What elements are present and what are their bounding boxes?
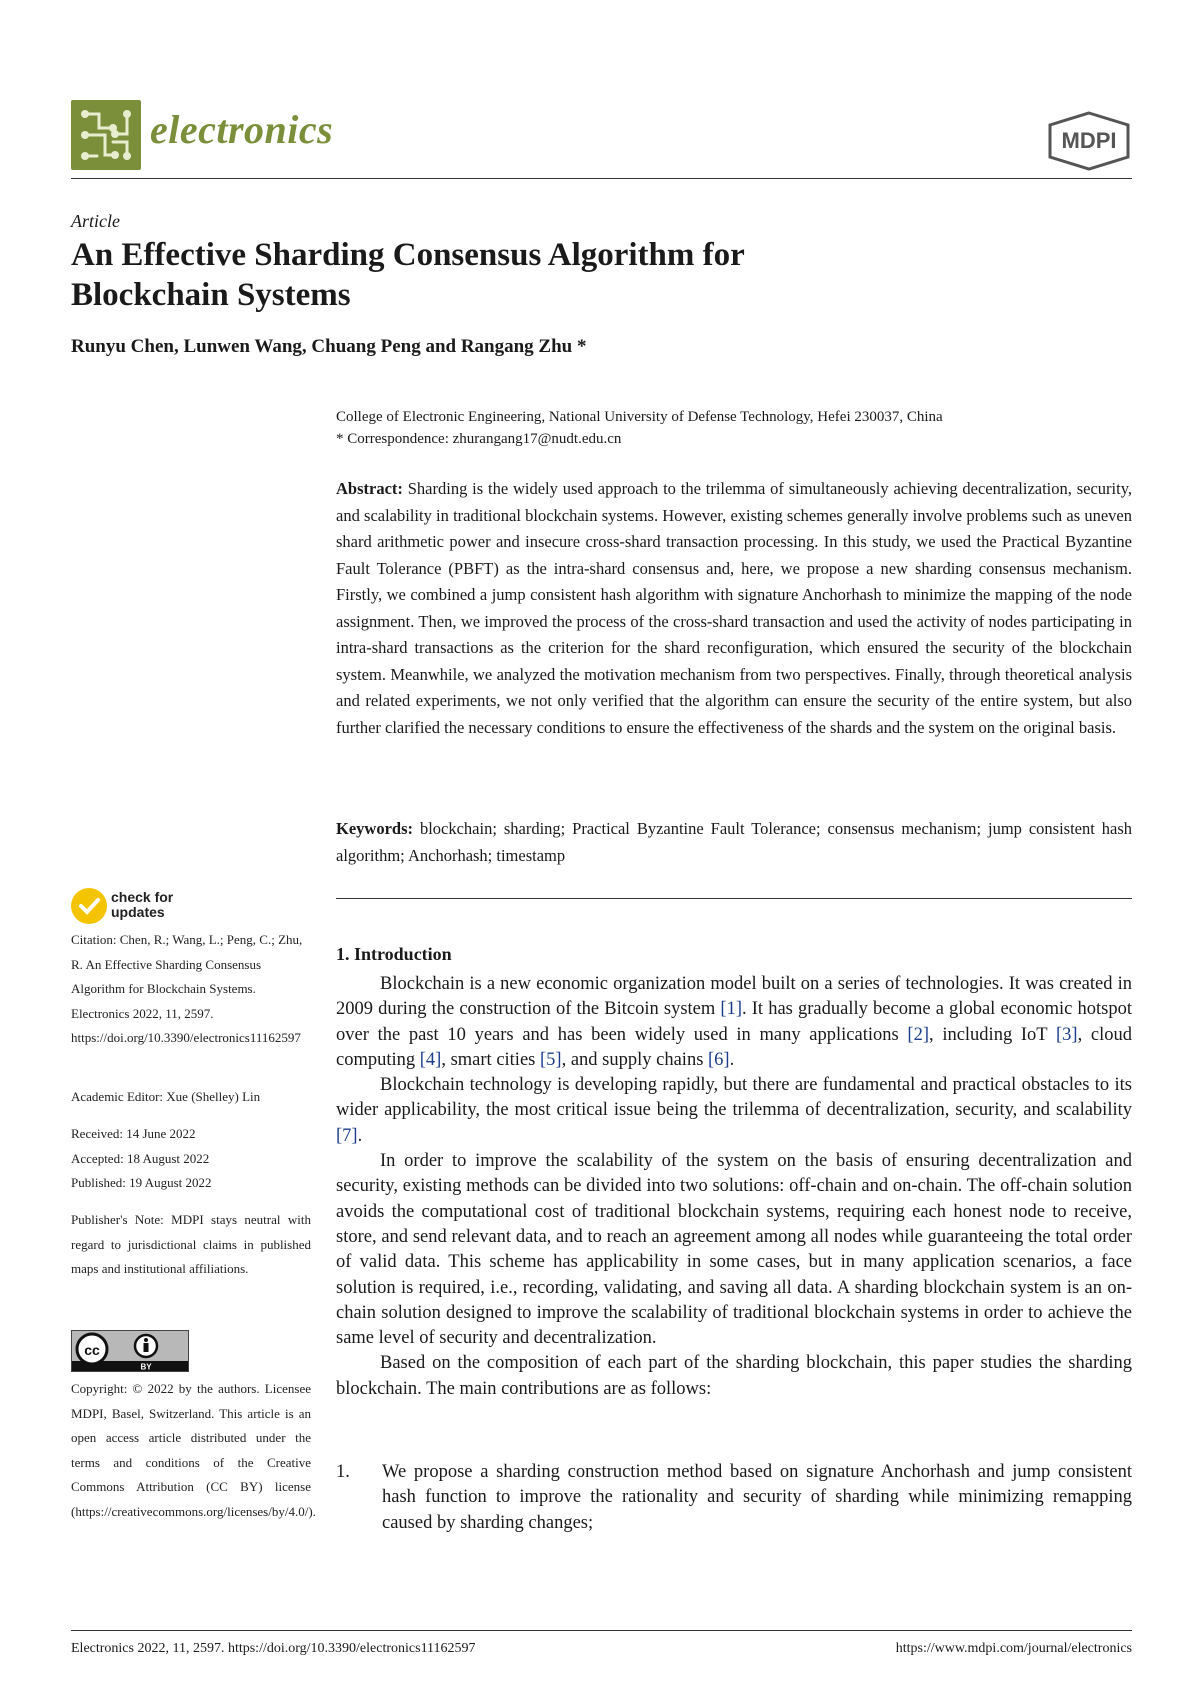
- accepted-date: Accepted: 18 August 2022: [71, 1150, 210, 1166]
- mdpi-logo: [1046, 111, 1132, 171]
- introduction-body: [336, 972, 1132, 1402]
- list-item-text: We propose a sharding construction method based on signature Anchorhash and jump consistent hash function to improve the rationality and security of sharding while minimizing remapping caused by sharding changes;: [382, 1462, 1132, 1533]
- title-line-2: Blockchain Systems: [71, 277, 351, 313]
- citation: Citation: Chen, R.; Wang, L.; Peng, C.; Zhu, R. An Effective Sharding Consensus Algorithm for Blockchain Systems. Electronics 2022, 11, 2597. https://doi.org/10.3390/electronics11162597: [71, 932, 303, 1045]
- keywords-text: blockchain; sharding; Practical Byzantine Fault Tolerance; consensus mechanism; jump consistent hash algorithm; Anchorhash; timestamp: [336, 819, 1133, 865]
- affiliation: College of Electronic Engineering, National University of Defense Technology, Hefei 230037, China: [336, 409, 943, 425]
- abstract-text: Sharding is the widely used approach to the trilemma of simultaneously achieving decentralization, security, and scalability in traditional blockchain systems. However, existing schemes generally involve problems such as uneven shard arithmetic power and insecure cross-shard transaction processing. In this study, we used the Practical Byzantine Fault Tolerance (PBFT) as the intra-shard consensus and, here, we propose a new sharding consensus mechanism. Firstly, we combined a jump consistent hash algorithm with signature Anchorhash to minimize the mapping of the node assignment. Then, we improved the process of the cross-shard transaction and used the activity of nodes participating in intra-shard transactions as the criterion for the shard reconfiguration, which ensured the security of the blockchain system. Meanwhile, we analyzed the motivation mechanism from two perspectives. Finally, through theoretical analysis and related experiments, we not only verified that the algorithm can ensure the security of the entire system, but also further clarified the necessary conditions to ensure the effectiveness of the shards and the system on the original basis.: [336, 479, 1133, 737]
- title-line-1: An Effective Sharding Consensus Algorithm for: [71, 237, 745, 273]
- citation-link[interactable]: [7]: [336, 1125, 358, 1146]
- citation-link[interactable]: [2]: [907, 1024, 929, 1045]
- published-date: Published: 19 August 2022: [71, 1175, 212, 1190]
- check-for-updates-icon[interactable]: [71, 888, 107, 924]
- footer-rule: [71, 1630, 1132, 1631]
- publisher-note: Publisher's Note: MDPI stays neutral with regard to jurisdictional claims in published maps and institutional affiliations.: [71, 1212, 311, 1276]
- footer-journal-url[interactable]: https://www.mdpi.com/journal/electronics: [895, 1641, 1132, 1656]
- keywords: [336, 816, 1132, 869]
- copyright: Copyright: © 2022 by the authors. Licensee MDPI, Basel, Switzerland. This article is an open access article distributed under the terms and conditions of the Creative Commons Attribution (CC BY) license (https://creativecommons.org/licenses/by/4.0/).: [71, 1381, 316, 1519]
- paragraph: In order to improve the scalability of the system on the basis of ensuring decentralization and security, existing methods can be divided into two solutions: off-chain and on-chain. The off-chain solution avoids the computational cost of traditional blockchain systems, requiring each honest node to receive, store, and send relevant data, and to reach an agreement among all nodes while guaranteeing the total order of valid data. This scheme has applicability in some cases, but in many application scenarios, a face solution is required, i.e., recording, validating, and saving all data. A sharding blockchain system is an on-chain solution designed to improve the scalability of traditional blockchain systems in order to achieve the same level of security and decentralization.: [336, 1151, 1132, 1349]
- paper-title: [71, 235, 971, 315]
- citation-link[interactable]: [5]: [540, 1049, 562, 1070]
- section-heading: 1. Introduction: [336, 944, 452, 964]
- contribution-list-item: [336, 1460, 1132, 1536]
- authors: Runyu Chen, Lunwen Wang, Chuang Peng and Rangang Zhu *: [71, 336, 587, 357]
- academic-editor: Academic Editor: Xue (Shelley) Lin: [71, 1089, 261, 1104]
- abstract: [336, 476, 1132, 741]
- check-for-updates-button[interactable]: check for updates: [111, 889, 174, 920]
- keywords-label: Keywords:: [336, 819, 413, 838]
- list-number: 1.: [336, 1462, 350, 1482]
- cc-by-license-icon[interactable]: [71, 1330, 189, 1372]
- received-date: Received: 14 June 2022: [71, 1126, 196, 1141]
- correspondence: * Correspondence: zhurangang17@nudt.edu.cn: [336, 431, 622, 447]
- affiliation-block: [336, 406, 1136, 450]
- cc-label: cc: [84, 1342, 100, 1358]
- citation-link[interactable]: [3]: [1055, 1024, 1078, 1045]
- citation-link[interactable]: [4]: [419, 1049, 442, 1070]
- abstract-label: Abstract:: [336, 479, 403, 498]
- citation-link[interactable]: [1]: [720, 999, 742, 1020]
- article-type: Article: [71, 211, 120, 231]
- journal-name: electronics: [150, 107, 334, 152]
- publication-dates: [71, 1122, 311, 1196]
- paragraph: Blockchain is a new economic organization model built on a series of technologies. It was created in 2009 during the construction of the Bitcoin system [1]. It has gradually become a global economic hotspot over the past 10 years and has been widely used in many applications [2], including IoT [3], cloud computing [4], smart cities [5], and supply chains [6].: [336, 974, 1132, 1070]
- by-label: BY: [140, 1362, 152, 1371]
- header-rule: [71, 178, 1132, 179]
- paragraph: Blockchain technology is developing rapidly, but there are fundamental and practical obstacles to its wider applicability, the most critical issue being the trilemma of decentralization, security, and scalability [7].: [336, 1075, 1132, 1146]
- citation-link[interactable]: [6]: [708, 1049, 730, 1070]
- journal-logo: [71, 100, 141, 170]
- paragraph: Based on the composition of each part of the sharding blockchain, this paper studies the sharding blockchain. The main contributions are as follows:: [336, 1353, 1132, 1399]
- mdpi-logo-text: MDPI: [1061, 128, 1117, 153]
- footer-citation: Electronics 2022, 11, 2597. https://doi.org/10.3390/electronics11162597: [71, 1641, 476, 1656]
- abstract-rule: [336, 898, 1132, 899]
